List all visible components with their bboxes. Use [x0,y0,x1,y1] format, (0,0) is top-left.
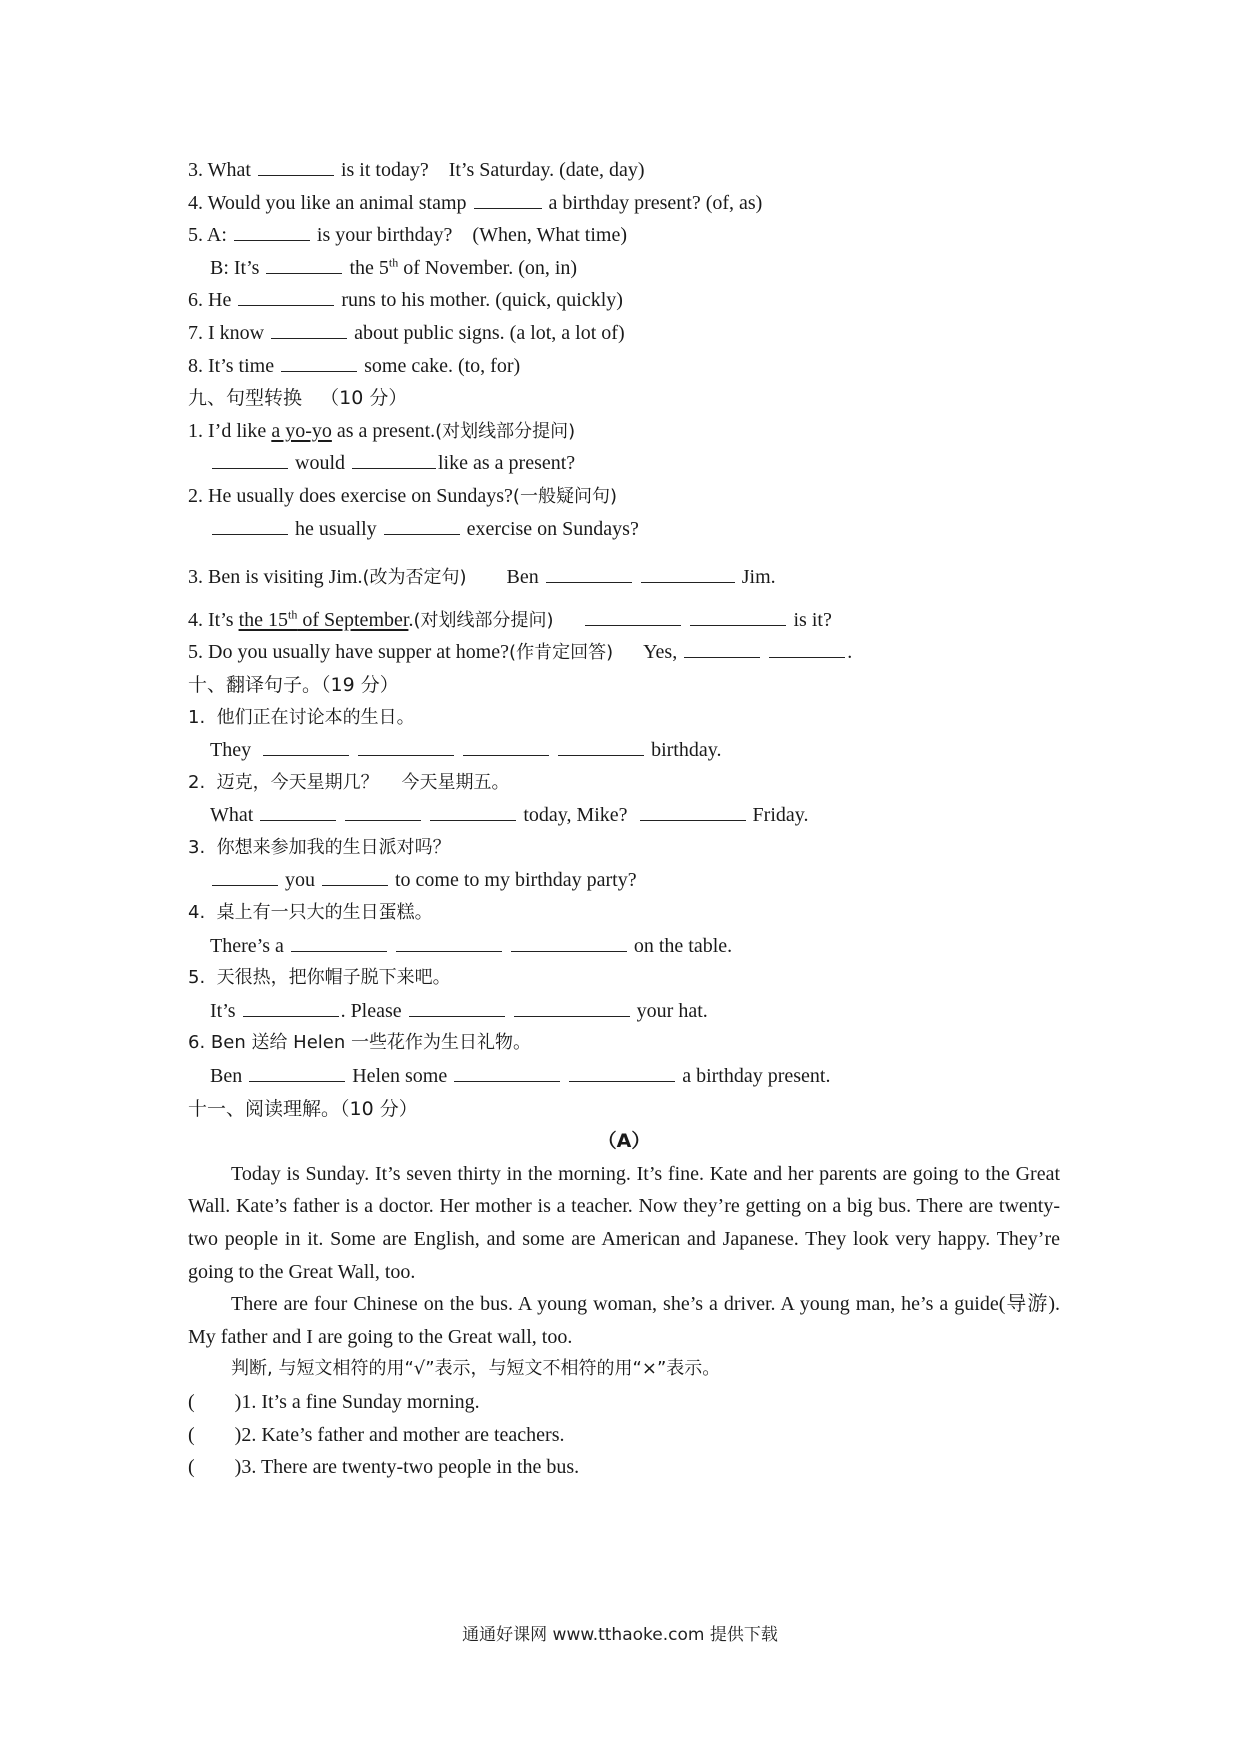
answer-blank[interactable] [430,800,516,821]
worksheet-content [188,154,1060,1484]
section-9-heading: 九、句型转换 （10 分） [188,387,408,410]
statement-2: ( )2. Kate’s father and mother are teachers. [188,1423,565,1446]
passage-paragraph-1: Today is Sunday. It’s seven thirty in the morning. It’s fine. Kate and her parents are going to the Great Wall. Kate’s father is a doctor. Her mother is a teacher. Now they’re getting on a big bus. There are twenty-two people in it. Some are English, and some are American and Japanese. They look very happy. They’re going to the Great Wall, too. [188,1162,1060,1283]
question-10-5: 5. 天很热，把你帽子脱下来吧。 [188,967,451,989]
answer-blank[interactable] [514,996,630,1017]
answer-blank[interactable] [640,800,746,821]
question-9-2: 2. He usually does exercise on Sundays?(一般疑问句) [188,484,617,507]
answer-blank[interactable] [281,351,357,372]
passage-label: （A） [597,1130,651,1153]
answer-blank[interactable] [249,1061,345,1082]
answer-blank[interactable] [322,865,388,886]
spacer [188,594,1060,604]
reading-instruction: 判断, 与短文相符的用“√”表示，与短文不相符的用“×”表示。 [231,1358,721,1380]
answer-blank[interactable] [396,931,502,952]
answer-blank[interactable] [260,800,336,821]
page-footer: 通通好课网 www.tthaoke.com 提供下载 [462,1625,778,1645]
answer-blank[interactable] [212,514,288,535]
question-9-5: 5. Do you usually have supper at home?(作肯定回答) Yes, . [188,636,1060,669]
answer-blank[interactable] [641,562,735,583]
passage-paragraph-2: There are four Chinese on the bus. A young woman, she’s a driver. A young man, he’s a guide(导游). My father and I are going to the Great wall, too. [188,1293,1060,1348]
answer-blank[interactable] [769,637,845,658]
question-8-6: 6. He runs to his mother. (quick, quickly) [188,284,1060,317]
question-8-3: 3. What is it today? It’s Saturday. (date, day) [188,154,1060,187]
question-10-4: 4. 桌上有一只大的生日蛋糕。 [188,902,433,924]
question-8-4: 4. Would you like an animal stamp a birthday present? (of, as) [188,187,1060,220]
answer-10-5: It’s . Please your hat. [188,995,1060,1028]
section-10-heading: 十、翻译句子。（19 分） [188,673,399,696]
question-10-2: 2. 迈克，今天星期几？ 今天星期五。 [188,771,510,793]
answer-blank[interactable] [243,996,339,1017]
answer-9-2: he usually exercise on Sundays? [188,513,1060,546]
question-10-6: 6. Ben 送给 Helen 一些花作为生日礼物。 [188,1032,531,1054]
question-9-1: 1. I’d like a yo-yo as a present.(对划线部分提问) [188,419,576,442]
answer-10-3: you to come to my birthday party? [188,864,1060,897]
answer-blank[interactable] [271,318,347,339]
question-10-3: 3. 你想来参加我的生日派对吗？ [188,836,451,858]
question-9-3: 3. Ben is visiting Jim.(改为否定句) Ben Jim. [188,561,1060,594]
answer-blank[interactable] [384,514,460,535]
answer-blank[interactable] [234,220,310,241]
answer-10-4: There’s a on the table. [188,930,1060,963]
question-8-8: 8. It’s time some cake. (to, for) [188,350,1060,383]
answer-blank[interactable] [546,562,632,583]
question-8-5a: 5. A: is your birthday? (When, What time) [188,219,1060,252]
answer-blank[interactable] [474,188,542,209]
question-8-7: 7. I know about public signs. (a lot, a lot of) [188,317,1060,350]
answer-blank[interactable] [358,735,454,756]
answer-blank[interactable] [212,865,278,886]
spacer [188,545,1060,561]
statement-3: ( )3. There are twenty-two people in the bus. [188,1456,580,1479]
answer-blank[interactable] [558,735,644,756]
answer-blank[interactable] [585,605,681,626]
answer-blank[interactable] [266,253,342,274]
question-9-4: 4. It’s the 15th of September.(对划线部分提问) is it? [188,604,1060,637]
answer-10-2: What today, Mike? Friday. [188,799,1060,832]
section-11-heading: 十一、阅读理解。（10 分） [188,1097,418,1120]
answer-blank[interactable] [345,800,421,821]
answer-blank[interactable] [258,155,334,176]
answer-blank[interactable] [463,735,549,756]
question-10-1: 1. 他们正在讨论本的生日。 [188,706,415,728]
answer-blank[interactable] [684,637,760,658]
answer-blank[interactable] [690,605,786,626]
answer-blank[interactable] [291,931,387,952]
answer-blank[interactable] [263,735,349,756]
answer-blank[interactable] [409,996,505,1017]
answer-10-6: Ben Helen some a birthday present. [188,1060,1060,1093]
question-8-5b: B: It’s the 5th of November. (on, in) [188,252,1060,285]
answer-blank[interactable] [212,448,288,469]
answer-blank[interactable] [238,285,334,306]
statement-1: ( )1. It’s a fine Sunday morning. [188,1390,480,1413]
answer-blank[interactable] [352,448,436,469]
answer-blank[interactable] [511,931,627,952]
answer-10-1: They birthday. [188,734,1060,767]
answer-blank[interactable] [454,1061,560,1082]
answer-9-1: would like as a present? [188,447,1060,480]
answer-blank[interactable] [569,1061,675,1082]
